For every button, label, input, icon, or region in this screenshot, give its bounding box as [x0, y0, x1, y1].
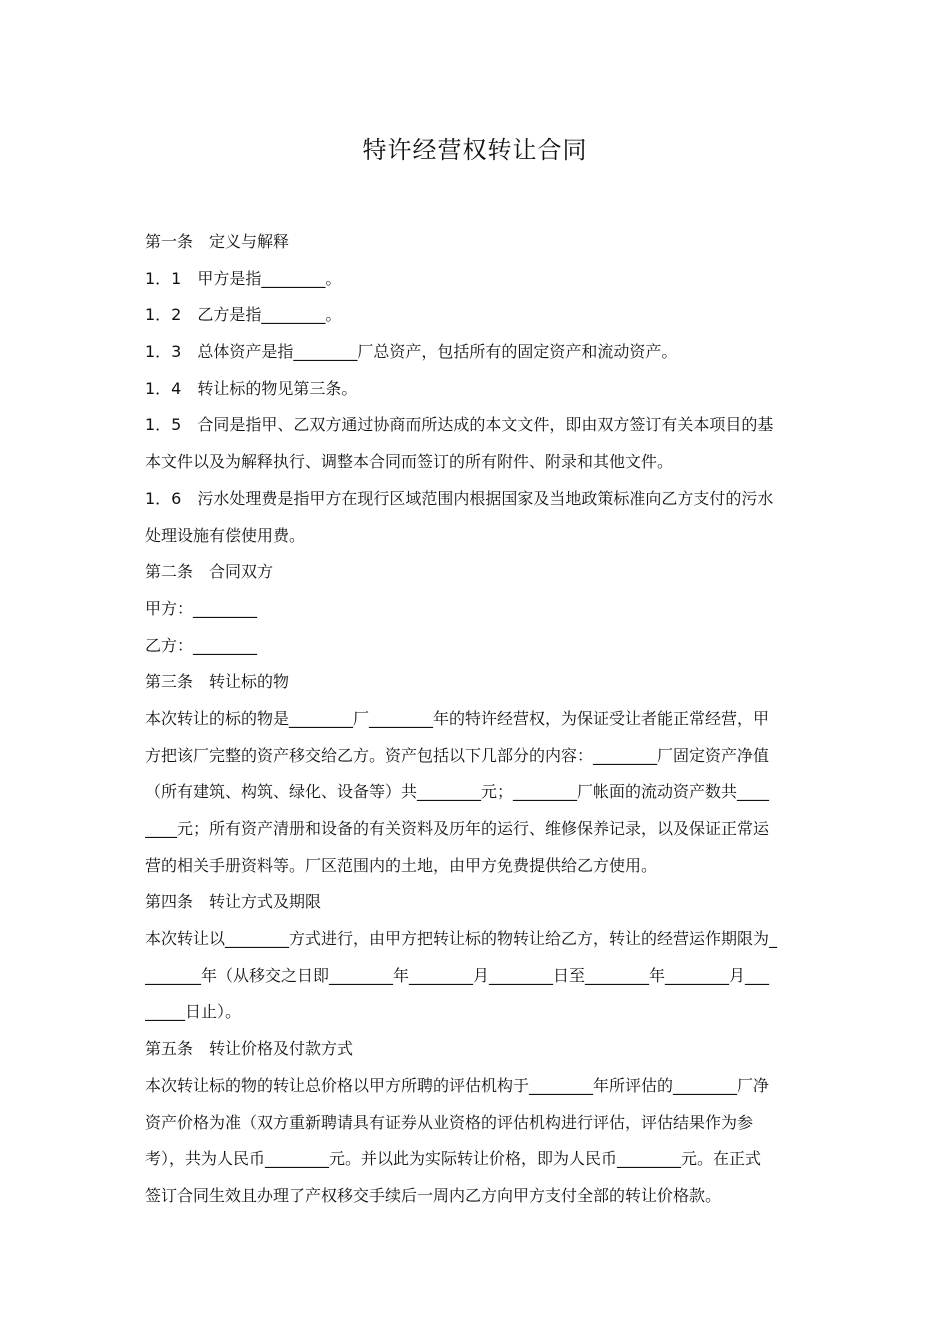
- party-a: 甲方：________: [145, 598, 258, 618]
- clause-1-6-line-1: 1．6 污水处理费是指甲方在现行区域范围内根据国家及当地政策标准向乙方支付的污水: [145, 488, 774, 508]
- article-2-heading: 第二条 合同双方: [145, 562, 274, 582]
- clause-1-6-line-2: 处理设施有偿使用费。: [145, 525, 306, 545]
- article-4-line-2: _______年（从移交之日即________年________月________日至________年________月___: [145, 965, 770, 985]
- article-3-heading: 第三条 转让标的物: [145, 672, 290, 692]
- article-4-line-1: 本次转让以________方式进行，由甲方把转让标的物转让给乙方，转让的经营运作期限为_: [145, 929, 778, 949]
- article-5-line-3: 考），共为人民币________元。并以此为实际转让价格，即为人民币________元。在正式: [145, 1149, 762, 1169]
- article-3-line-2: 方把该厂完整的资产移交给乙方。资产包括以下几部分的内容：________厂固定资产净值: [145, 745, 770, 765]
- clause-1-1: 1．1 甲方是指________。: [145, 268, 342, 288]
- article-5-line-2: 资产价格为准（双方重新聘请具有证券从业资格的评估机构进行评估，评估结果作为参: [145, 1112, 754, 1132]
- clause-1-5-line-2: 本文件以及为解释执行、调整本合同而签订的所有附件、附录和其他文件。: [145, 452, 674, 472]
- clause-1-2: 1．2 乙方是指________。: [145, 305, 342, 325]
- clause-1-4: 1．4 转让标的物见第三条。: [145, 378, 358, 398]
- clause-1-3: 1．3 总体资产是指________厂总资产，包括所有的固定资产和流动资产。: [145, 342, 678, 362]
- article-3-line-3: （所有建筑、构筑、绿化、设备等）共________元；________厂帐面的流动资产数共____: [145, 782, 770, 802]
- article-3-line-5: 营的相关手册资料等。厂区范围内的土地，由甲方免费提供给乙方使用。: [145, 855, 658, 875]
- article-3-line-4: ____元；所有资产清册和设备的有关资料及历年的运行、维修保养记录，以及保证正常运: [145, 819, 770, 838]
- article-5-line-4: 签订合同生效且办理了产权移交手续后一周内乙方向甲方支付全部的转让价格款。: [145, 1185, 722, 1205]
- document-body: [145, 224, 807, 1215]
- article-4-heading: 第四条 转让方式及期限: [145, 892, 322, 912]
- article-5-heading: 第五条 转让价格及付款方式: [145, 1039, 354, 1059]
- party-b: 乙方：________: [145, 635, 258, 655]
- clause-1-5-line-1: 1．5 合同是指甲、乙双方通过协商而所达成的本文文件，即由双方签订有关本项目的基: [145, 415, 774, 435]
- document-title: 特许经营权转让合同: [362, 136, 588, 164]
- article-1-heading: 第一条 定义与解释: [145, 232, 290, 251]
- article-4-line-3: _____日止）。: [145, 1002, 242, 1022]
- article-3-line-1: 本次转让的标的物是________厂________年的特许经营权，为保证受让者能正常经营，甲: [145, 708, 770, 728]
- article-5-line-1: 本次转让标的物的转让总价格以甲方所聘的评估机构于________年所评估的________厂净: [145, 1075, 770, 1095]
